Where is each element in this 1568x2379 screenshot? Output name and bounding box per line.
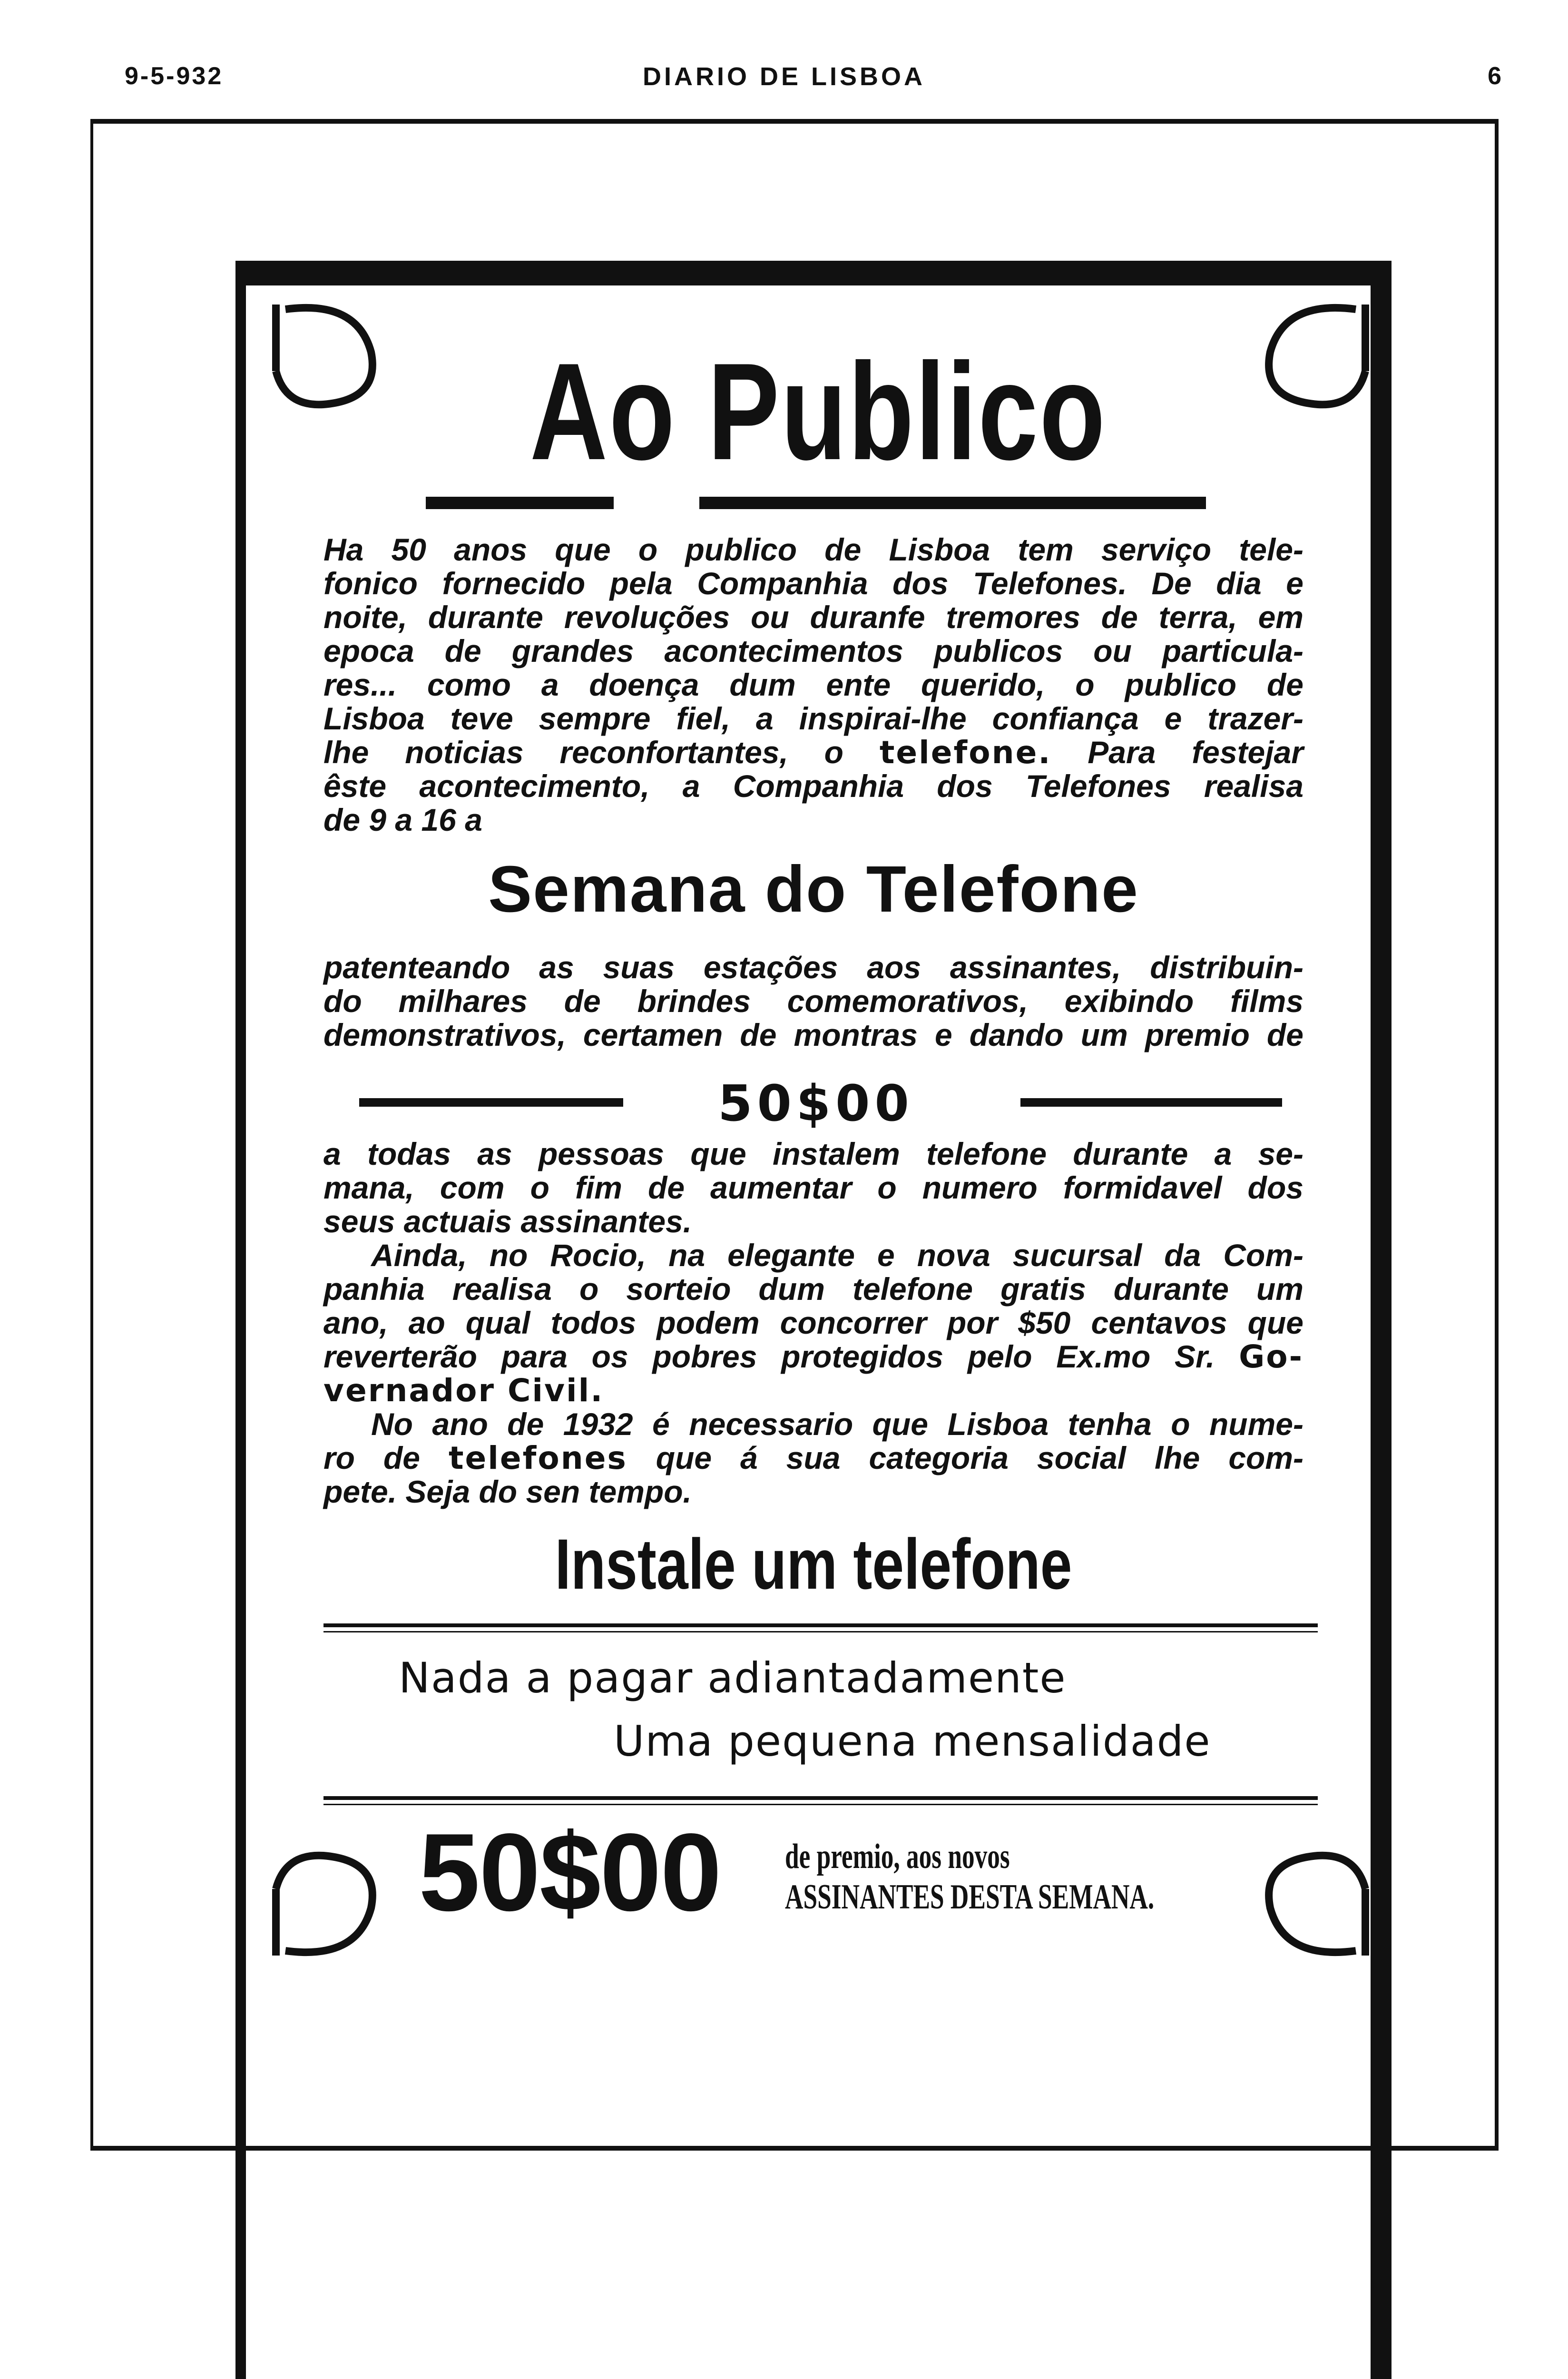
text-line: a todas as pessoas que instalem telefone durante a se-: [323, 1136, 1303, 1171]
text-line: Ainda, no Rocio, na elegante e nova sucursal da Com-: [371, 1238, 1303, 1273]
text-span: Para festejar: [1051, 735, 1303, 770]
text-line: epoca de grandes acontecimentos publicos ou particula-: [323, 633, 1303, 668]
text-line: [323, 1441, 1303, 1475]
bottom-prize-note-1: de premio, aos novos: [785, 1837, 1010, 1876]
text-line: seus actuais assinantes.: [323, 1204, 692, 1239]
emphasis-governador-civil: vernador Civil.: [323, 1372, 604, 1409]
emphasis-telefones: telefones: [448, 1440, 627, 1476]
page-number: 6: [1488, 62, 1501, 90]
text-line: do milhares de brindes comemorativos, exibindo films: [323, 983, 1303, 1019]
text-line: pete. Seja do sen tempo.: [323, 1474, 692, 1509]
divider-upper-2: [323, 1631, 1318, 1632]
divider-lower-1: [323, 1796, 1318, 1800]
prize-rule-right: [1020, 1098, 1282, 1107]
event-subhead: Semana do Telefone: [488, 853, 1139, 926]
ornament-bottom-right-icon: [1251, 1841, 1375, 1965]
ornament-bottom-left-icon: [266, 1841, 390, 1965]
issue-date: 9-5-932: [125, 62, 224, 90]
newspaper-title: DIARIO DE LISBOA: [642, 62, 926, 91]
bottom-prize-value: 50$00: [419, 1811, 721, 1934]
page-header: [0, 62, 1568, 100]
divider-upper-1: [323, 1623, 1318, 1627]
text-span: reverterão para os pobres protegidos pelo Ex.mo Sr.: [323, 1339, 1239, 1374]
text-line: demonstrativos, certamen de montras e dando um premio de: [323, 1017, 1303, 1052]
text-line: [323, 1374, 1303, 1407]
call-to-action: Instale um telefone: [555, 1524, 1072, 1604]
bottom-prize-note-2: ASSINANTES DESTA SEMANA.: [785, 1878, 1155, 1917]
text-line: res... como a doença dum ente querido, o publico de: [323, 667, 1303, 702]
text-line: Ha 50 anos que o publico de Lisboa tem serviço tele-: [323, 532, 1303, 567]
text-line: Lisboa teve sempre fiel, a inspirai-lhe confiança e trazer-: [323, 701, 1303, 736]
closing-paragraph: [323, 1407, 1303, 1509]
text-span: ro de: [323, 1440, 449, 1475]
text-line: de 9 a 16 a: [323, 802, 482, 837]
emphasis-telefone: telefone.: [879, 734, 1052, 771]
ornament-top-left-icon: [266, 295, 390, 419]
headline-underline-left: [426, 497, 614, 509]
ornament-top-right-icon: [1251, 295, 1375, 419]
text-line: [323, 1340, 1303, 1374]
raffle-paragraph: [323, 1239, 1303, 1407]
text-line: patenteando as suas estações aos assinantes, distribuin-: [323, 950, 1303, 985]
text-line: noite, durante revoluções ou duranfe tremores de terra, em: [323, 600, 1303, 635]
headline-underline-right: [699, 497, 1206, 509]
text-line: ano, ao qual todos podem concorrer por $50 centavos que: [323, 1305, 1303, 1340]
emphasis-governador: Go-: [1239, 1338, 1303, 1375]
event-paragraph: [323, 951, 1303, 1052]
text-line: mana, com o fim de aumentar o numero formidavel dos: [323, 1170, 1303, 1205]
text-span: que á sua categoria social lhe com-: [627, 1440, 1303, 1475]
prize-banner: [350, 1074, 1282, 1132]
divider-lower-2: [323, 1804, 1318, 1805]
text-line: [323, 736, 1303, 769]
terms-monthly-fee: Uma pequena mensalidade: [614, 1717, 1211, 1766]
ad-headline: Ao Publico: [529, 334, 1107, 489]
text-line: No ano de 1932 é necessario que Lisboa tenha o nume-: [371, 1406, 1303, 1442]
prize-value: 50$00: [718, 1074, 914, 1132]
text-line: panhia realisa o sorteio dum telefone gratis durante um: [323, 1271, 1303, 1307]
intro-paragraph: [323, 533, 1303, 837]
text-line: fonico fornecido pela Companhia dos Telefones. De dia e: [323, 566, 1303, 601]
text-line: êste acontecimento, a Companhia dos Telefones realisa: [323, 768, 1303, 804]
terms-no-upfront: Nada a pagar adiantadamente: [399, 1653, 1067, 1702]
prize-paragraph: [323, 1137, 1303, 1239]
text-span: lhe noticias reconfortantes, o: [323, 735, 880, 770]
